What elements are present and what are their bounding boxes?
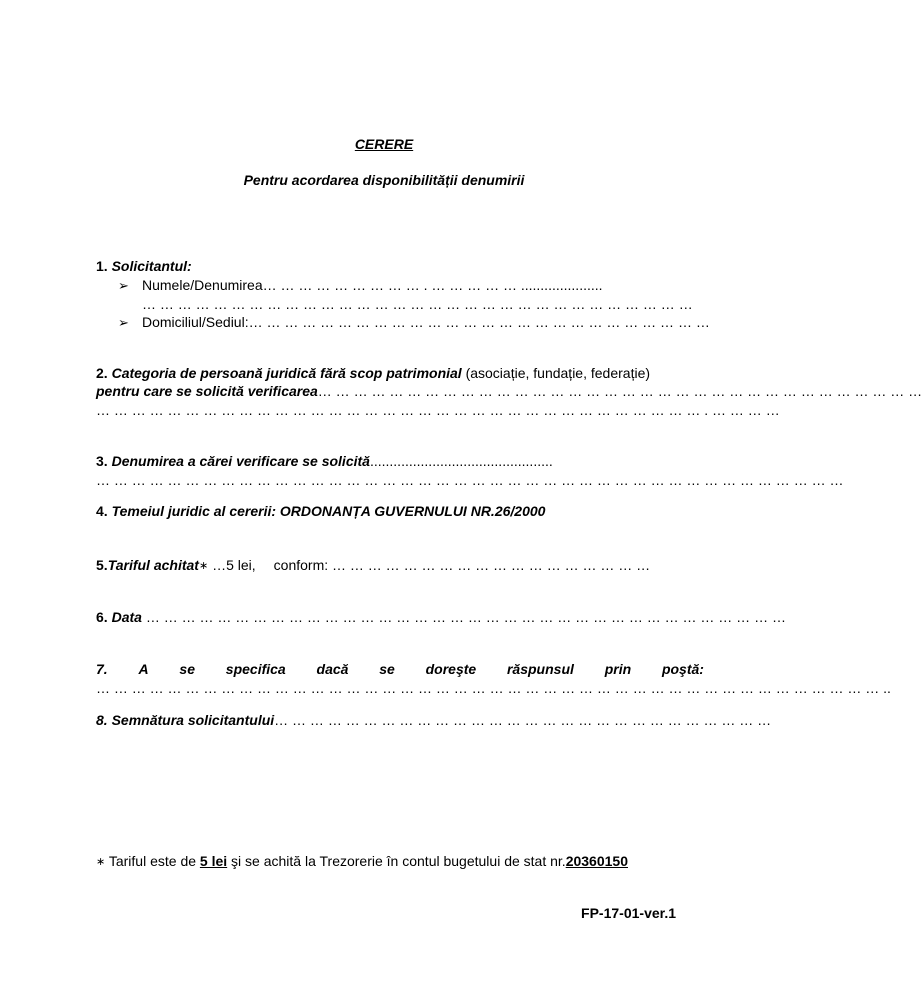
section-7-word: dacă: [316, 661, 349, 677]
section-7-word: A: [138, 661, 149, 677]
section-7-word: specifica: [225, 661, 286, 677]
section-5-conform: conform:: [273, 557, 333, 573]
section-7-word: poştă:: [661, 661, 704, 677]
arrow-bullet-icon: ➢: [118, 278, 129, 293]
section-6-dots: … … … … … … … … … … … … … … … … … … … … … … … … … … … … … … … … … … … …: [141, 609, 786, 625]
section-2-label: Categoria de persoană juridică fără scop patrimonial: [111, 365, 462, 381]
section-1-bullet-name: [118, 277, 603, 294]
footnote-text-2: şi se achită la Trezorerie în contul bugetului de stat nr.: [227, 853, 566, 869]
footnote-text-1: Tariful este de: [105, 853, 200, 869]
section-2-line2: [96, 383, 922, 399]
section-3-label: Denumirea a cărei verificare se solicită: [111, 453, 370, 469]
section-8-line: [96, 712, 771, 728]
name-field-dots: … … … … … … … … … . … … … … … .....................: [262, 277, 603, 293]
section-2-line1: [96, 365, 650, 381]
section-7-word: se: [179, 661, 195, 677]
section-3-line2-dots: … … … … … … … … … … … … … … … … … … … … … … … … … … … … … … … … … … … … … … … … … …: [96, 472, 844, 488]
section-7-word: se: [379, 661, 395, 677]
asterisk-icon: ∗: [198, 560, 209, 572]
section-7-line2-dots: … … … … … … … … … … … … … … … … … … … … … … … … … … … … … … … … … … … … … … … … … … … … ..: [96, 680, 891, 696]
section-4-number: 4.: [96, 503, 112, 519]
section-8-label: 8. Semnătura solicitantului: [96, 712, 275, 728]
section-7-word: doreşte: [425, 661, 477, 677]
section-2-line3-dots: … … … … … … … … … … … … … … … … … … … … … … … … … … … … … … … … … … . … … … …: [96, 402, 780, 418]
section-1-heading: [96, 258, 192, 274]
document-title: CERERE: [354, 136, 414, 152]
section-3-dots: ...............................................: [369, 453, 553, 469]
section-5-number: 5.: [96, 557, 108, 573]
section-2-number: 2.: [96, 365, 112, 381]
section-7-line1: [96, 661, 704, 677]
section-5-label: Tariful achitat: [107, 557, 199, 573]
document-subtitle: Pentru acordarea disponibilității denumirii: [243, 172, 525, 188]
section-6-number: 6.: [96, 609, 112, 625]
section-4-line: [96, 503, 545, 519]
section-6-label: Data: [111, 609, 142, 625]
section-3-number: 3.: [96, 453, 112, 469]
address-field-label: Domiciliul/Sediul:: [142, 314, 249, 330]
address-field-dots: … … … … … … … … … … … … … … … … … … … … … … … … … …: [248, 314, 710, 330]
footnote-account-number: 20360150: [565, 853, 628, 869]
form-code: FP-17-01-ver.1: [581, 905, 676, 921]
footnote: [96, 853, 628, 870]
section-2-paren: (asociație, fundație, federație): [461, 365, 651, 381]
section-3-line1: [96, 453, 553, 469]
section-5-amount: …5 lei,: [208, 557, 256, 573]
section-6-line: [96, 609, 786, 625]
section-5-dots: … … … … … … … … … … … … … … … … … …: [332, 557, 651, 573]
section-4-label: Temeiul juridic al cererii: ORDONANȚA GUVERNULUI NR.26/2000: [111, 503, 546, 519]
section-7-word: răspunsul: [506, 661, 574, 677]
section-7-word: 7.: [96, 661, 108, 677]
name-field-label: Numele/Denumirea: [142, 277, 263, 293]
footnote-amount: 5 lei: [199, 853, 228, 869]
section-7-word: prin: [604, 661, 632, 677]
section-5-line: [96, 557, 650, 574]
section-2-line2-dots: … … … … … … … … … … … … … … … … … … … … … … … … … … … … … … … … … …: [317, 383, 922, 399]
section-1-number: 1.: [96, 258, 112, 274]
name-field-dots-line2: … … … … … … … … … … … … … … … … … … … … … … … … … … … … … … …: [142, 296, 693, 312]
section-8-dots: … … … … … … … … … … … … … … … … … … … … … … … … … … … …: [274, 712, 772, 728]
section-2-line2-label: pentru care se solicită verificarea: [96, 383, 318, 399]
section-1-bullet-address: [118, 314, 710, 331]
arrow-bullet-icon: ➢: [118, 315, 129, 330]
section-1-label: Solicitantul:: [111, 258, 192, 274]
asterisk-icon: ∗: [96, 856, 106, 868]
